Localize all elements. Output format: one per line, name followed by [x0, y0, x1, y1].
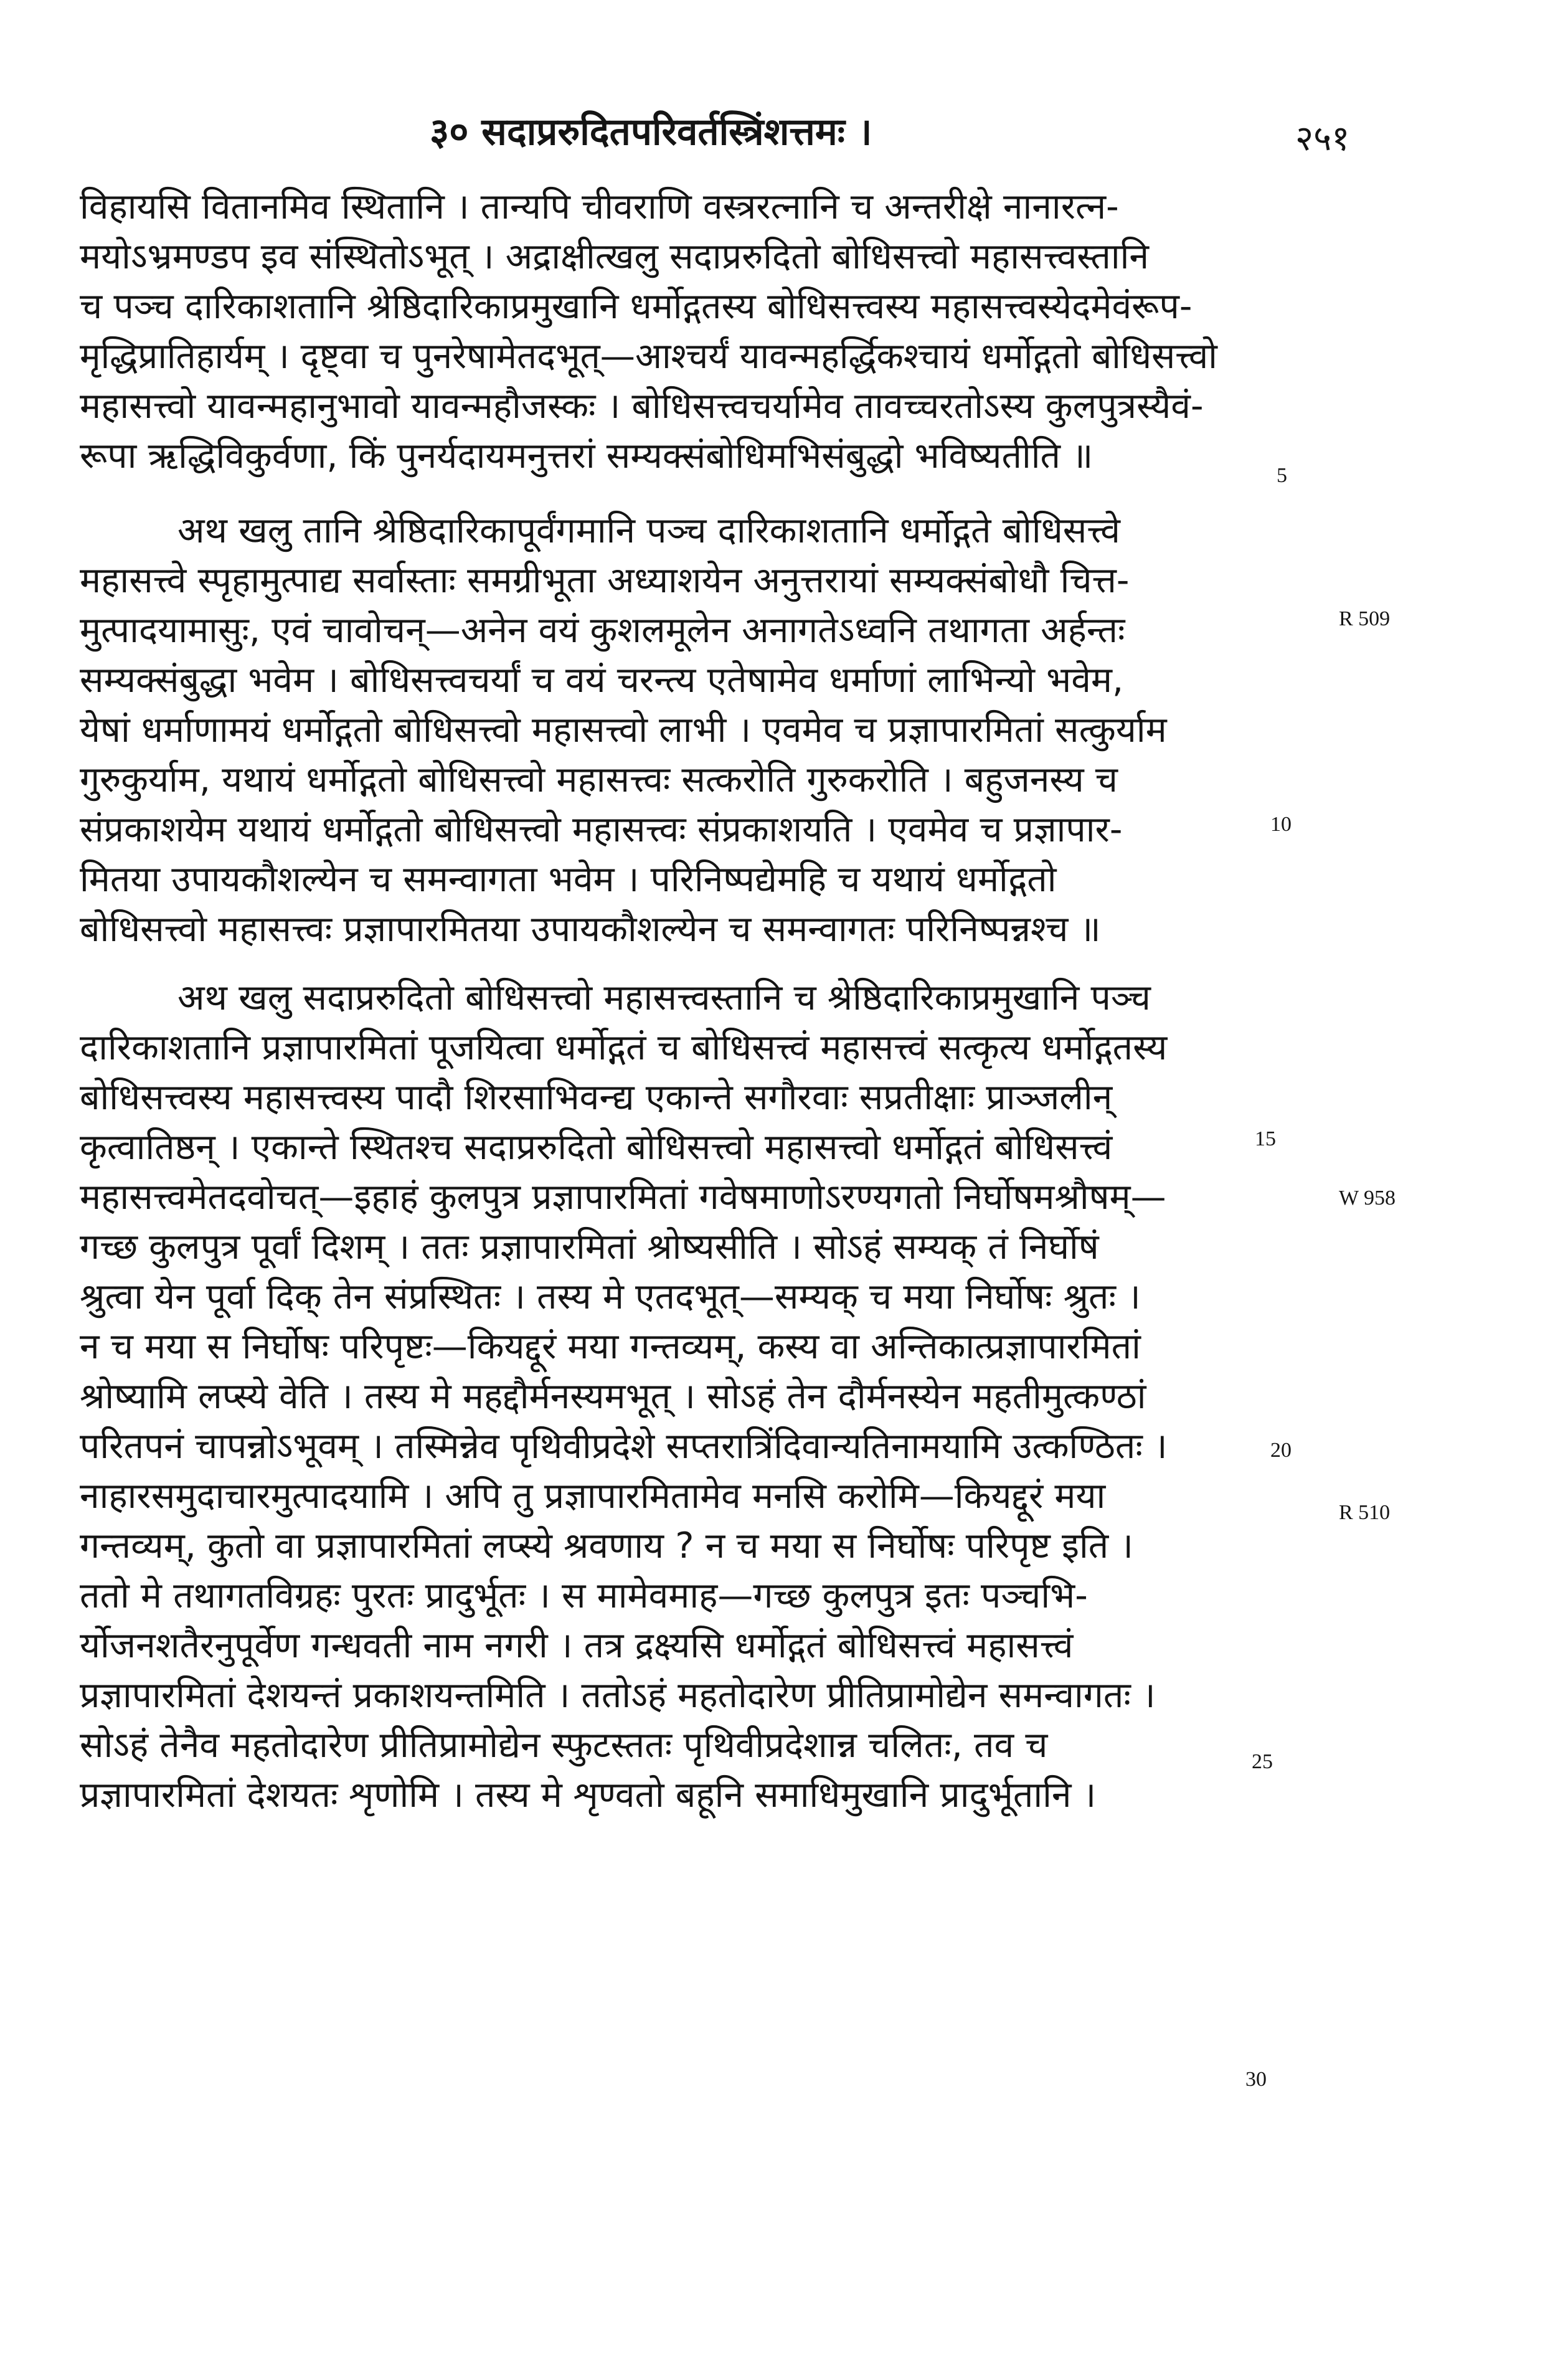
text-line: गन्तव्यम्, कुतो वा प्रज्ञापारमितां लप्स्ये श्रवणाय ? न च मया स निर्घोषः परिपृष्ट इति । — [80, 1525, 1133, 1566]
text-line: महासत्त्वे स्पृहामुत्पाद्य सर्वास्ताः समग्रीभूता अध्याशयेन अनुत्तरायां सम्यक्संबोधौ चित्त- — [80, 560, 1130, 601]
text-line: मृद्धिप्रातिहार्यम् । दृष्ट्वा च पुनरेषामेतदभूत्—आश्चर्यं यावन्महर्द्धिकश्चायं धर्मोद्गतो बोधिसत्त्वो — [80, 336, 1217, 377]
line-number: 10 — [1270, 813, 1292, 836]
text-line: प्रज्ञापारमितां देशयन्तं प्रकाशयन्तमिति । ततोऽहं महतोदारेण प्रीतिप्रामोद्येन समन्वागतः । — [80, 1675, 1156, 1716]
text-line: न च मया स निर्घोषः परिपृष्टः—कियद्दूरं मया गन्तव्यम्, कस्य वा अन्तिकात्प्रज्ञापारमितां — [80, 1326, 1141, 1367]
text-line: येषां धर्माणामयं धर्मोद्गतो बोधिसत्त्वो महासत्त्वो लाभी । एवमेव च प्रज्ञापारमितां सत्कुर्याम — [80, 709, 1167, 751]
text-line: संप्रकाशयेम यथायं धर्मोद्गतो बोधिसत्त्वो महासत्त्वः संप्रकाशयति । एवमेव च प्रज्ञापार- — [80, 809, 1123, 850]
text-line: सम्यक्संबुद्धा भवेम । बोधिसत्त्वचर्यां च वयं चरन्त्य एतेषामेव धर्माणां लाभिन्यो भवेम, — [80, 660, 1124, 701]
margin-ref: R 510 — [1339, 1501, 1391, 1524]
text-line: गच्छ कुलपुत्र पूर्वां दिशम् । ततः प्रज्ञापारमितां श्रोष्यसीति । सोऽहं सम्यक् तं निर्घोषं — [80, 1226, 1099, 1267]
text-line: परितपनं चापन्नोऽभूवम् । तस्मिन्नेव पृथिवीप्रदेशे सप्तरात्रिंदिवान्यतिनामयामि उत्कण्ठितः । — [80, 1426, 1168, 1467]
text-line: प्रज्ञापारमितां देशयतः शृणोमि । तस्य मे शृण्वतो बहूनि समाधिमुखानि प्रादुर्भूतानि । — [80, 1774, 1097, 1816]
margin-ref: W 958 — [1339, 1186, 1396, 1210]
text-line: नाहारसमुदाचारमुत्पादयामि । अपि तु प्रज्ञापारमितामेव मनसि करोमि—कियद्दूरं मया — [80, 1475, 1106, 1517]
text-line: सोऽहं तेनैव महतोदारेण प्रीतिप्रामोद्येन स्फुटस्ततः पृथिवीप्रदेशान्न चलितः, तव च — [80, 1725, 1048, 1766]
text-line: दारिकाशतानि प्रज्ञापारमितां पूजयित्वा धर्मोद्गतं च बोधिसत्त्वं महासत्त्वं सत्कृत्य धर्मोद्गतस्य — [80, 1027, 1168, 1068]
margin-ref: R 509 — [1339, 607, 1391, 630]
text-line: महासत्त्वमेतदवोचत्—इहाहं कुलपुत्र प्रज्ञापारमितां गवेषमाणोऽरण्यगतो निर्घोषमश्रौषम्— — [80, 1177, 1166, 1218]
text-line: मितया उपायकौशल्येन च समन्वागता भवेम । परिनिष्पद्येमहि च यथायं धर्मोद्गतो — [80, 859, 1057, 900]
text-line: रूपा ऋद्धिविकुर्वणा, किं पुनर्यदायमनुत्तरां सम्यक्संबोधिमभिसंबुद्धो भविष्यतीति ॥ — [80, 435, 1093, 476]
text-line: मयोऽभ्रमण्डप इव संस्थितोऽभूत् । अद्राक्षीत्खलु सदाप्ररुदितो बोधिसत्त्वो महासत्त्वस्तानि — [80, 236, 1150, 277]
text-line: बोधिसत्त्वस्य महासत्त्वस्य पादौ शिरसाभिवन्द्य एकान्ते सगौरवाः सप्रतीक्षाः प्राञ्जलीन् — [80, 1077, 1113, 1118]
text-line: अथ खलु तानि श्रेष्ठिदारिकापूर्वंगमानि पञ्च दारिकाशतानि धर्मोद्गते बोधिसत्त्वे — [177, 510, 1120, 551]
running-title: ३० सदाप्ररुदितपरिवर्तस्त्रिंशत्तमः । — [430, 110, 872, 154]
text-line: र्योजनशतैरनुपूर्वेण गन्धवती नाम नगरी । तत्र द्रक्ष्यसि धर्मोद्गतं बोधिसत्त्वं महासत्त्वं — [80, 1625, 1074, 1666]
text-line: च पञ्च दारिकाशतानि श्रेष्ठिदारिकाप्रमुखानि धर्मोद्गतस्य बोधिसत्त्वस्य महासत्त्वस्येदमेवंरूप- — [80, 286, 1193, 327]
text-line: अथ खलु सदाप्ररुदितो बोधिसत्त्वो महासत्त्वस्तानि च श्रेष्ठिदारिकाप्रमुखानि पञ्च — [177, 977, 1151, 1018]
text-line: ततो मे तथागतविग्रहः पुरतः प्रादुर्भूतः । स मामेवमाह—गच्छ कुलपुत्र इतः पञ्चभि- — [80, 1575, 1088, 1616]
text-line: श्रोष्यामि लप्स्ये वेति । तस्य मे महद्दौर्मनस्यमभूत् । सोऽहं तेन दौर्मनस्येन महतीमुत्कण्ठां — [80, 1376, 1146, 1417]
text-line: गुरुकुर्याम, यथायं धर्मोद्गतो बोधिसत्त्वो महासत्त्वः सत्करोति गुरुकरोति । बहुजनस्य च — [80, 759, 1118, 800]
text-line: कृत्वातिष्ठन् । एकान्ते स्थितश्च सदाप्ररुदितो बोधिसत्त्वो महासत्त्वो धर्मोद्गतं बोधिसत्त्वं — [80, 1127, 1113, 1168]
text-line: महासत्त्वो यावन्महानुभावो यावन्महौजस्कः । बोधिसत्त्वचर्यामेव तावच्चरतोऽस्य कुलपुत्रस्यैवं- — [80, 386, 1204, 427]
line-number: 5 — [1277, 464, 1287, 487]
text-line: मुत्पादयामासुः, एवं चावोचन्—अनेन वयं कुशलमूलेन अनागतेऽध्वनि तथागता अर्हन्तः — [80, 610, 1125, 651]
line-number: 15 — [1255, 1127, 1276, 1150]
line-number: 30 — [1245, 2068, 1267, 2091]
line-number: 25 — [1252, 1750, 1273, 1773]
page-number: २५१ — [1295, 118, 1350, 159]
text-line: बोधिसत्त्वो महासत्त्वः प्रज्ञापारमितया उपायकौशल्येन च समन्वागतः परिनिष्पन्नश्च ॥ — [80, 909, 1101, 950]
text-line: श्रुत्वा येन पूर्वा दिक् तेन संप्रस्थितः । तस्य मे एतदभूत्—सम्यक् च मया निर्घोषः श्रुतः । — [80, 1276, 1141, 1317]
text-line: विहायसि वितानमिव स्थितानि । तान्यपि चीवराणि वस्त्ररत्नानि च अन्तरीक्षे नानारत्न- — [80, 186, 1119, 227]
line-number: 20 — [1270, 1439, 1292, 1462]
